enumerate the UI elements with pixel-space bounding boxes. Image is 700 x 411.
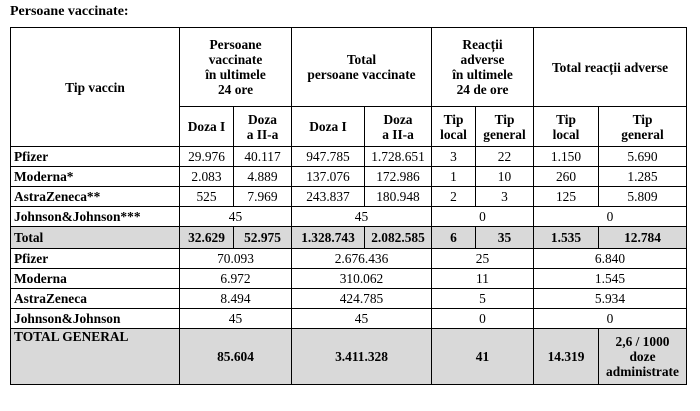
table-row: AstraZeneca** 525 7.969 243.837 180.948 2 3 125 5.809 xyxy=(11,187,687,207)
vaccination-table xyxy=(10,27,687,385)
header-doza1-24h: Doza I xyxy=(180,107,234,147)
summary-row: Johnson&Johnson 45 45 0 0 xyxy=(11,309,687,329)
total-row: Total 32.629 52.975 1.328.743 2.082.585 6 35 1.535 12.784 xyxy=(11,227,687,249)
header-tip-vaccin: Tip vaccin xyxy=(11,28,180,147)
header-tip-local-24h: Tip local xyxy=(432,107,476,147)
header-total-persoane: Total persoane vaccinate xyxy=(292,28,432,107)
summary-row: Pfizer 70.093 2.676.436 25 6.840 xyxy=(11,249,687,269)
table-row: Moderna* 2.083 4.889 137.076 172.986 1 10 260 1.285 xyxy=(11,167,687,187)
summary-row: AstraZeneca 8.494 424.785 5 5.934 xyxy=(11,289,687,309)
header-persoane-24h: Persoane vaccinate în ultimele 24 ore xyxy=(180,28,292,107)
summary-row: Moderna 6.972 310.062 11 1.545 xyxy=(11,269,687,289)
header-tip-general-24h: Tip general xyxy=(476,107,534,147)
total-general-row: TOTAL GENERAL 85.604 3.411.328 41 14.319 2,6 / 1000 doze administrate xyxy=(11,329,687,385)
header-tip-local-total: Tip local xyxy=(534,107,599,147)
table-caption: Persoane vaccinate: xyxy=(10,4,129,19)
header-total-reactii: Total reacții adverse xyxy=(534,28,687,107)
header-reactii-24h: Reacții adverse în ultimele 24 de ore xyxy=(432,28,534,107)
header-doza1-total: Doza I xyxy=(292,107,365,147)
header-doza2-24h: Doza a II-a xyxy=(234,107,292,147)
header-doza2-total: Doza a II-a xyxy=(365,107,432,147)
total-general-rate: 2,6 / 1000 doze administrate xyxy=(599,329,687,385)
table-row: Johnson&Johnson*** 45 45 0 0 xyxy=(11,207,687,227)
table-row: Pfizer 29.976 40.117 947.785 1.728.651 3 22 1.150 5.690 xyxy=(11,147,687,167)
header-tip-general-total: Tip general xyxy=(599,107,687,147)
